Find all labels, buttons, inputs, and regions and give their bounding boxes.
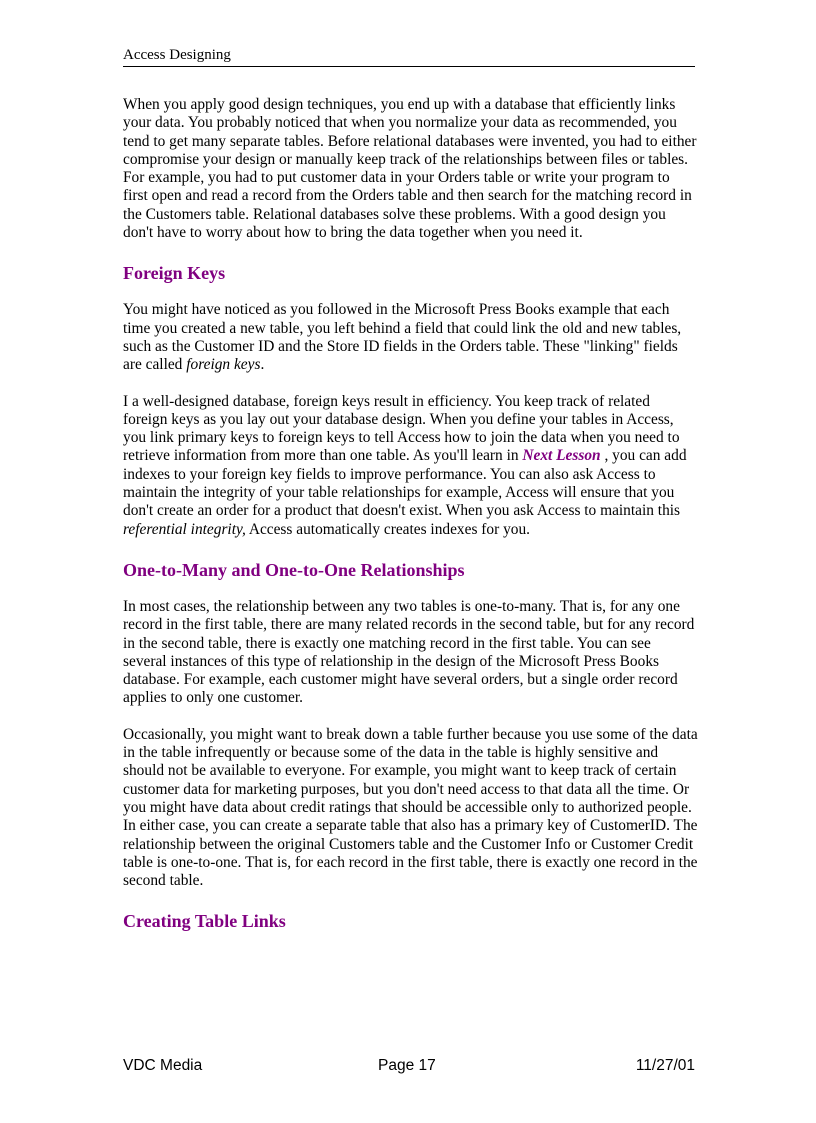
header-title: Access Designing xyxy=(123,47,231,63)
footer-page-number: Page 17 xyxy=(378,1057,436,1074)
relationships-paragraph-1: In most cases, the relationship between any two tables is one-to-many. That is, for any one record in the first table, there are many related records in the second table, but for any record in the second table, there is exactly one matching record in the first table. You can see several instances of this type of relationship in the design of the Microsoft Press Books database. For example, each customer might have several orders, but a single order record applies to only one customer. xyxy=(123,597,695,707)
referential-integrity-term: referential integrity, xyxy=(123,520,246,538)
heading-relationships: One-to-Many and One-to-One Relationships xyxy=(123,559,465,580)
foreign-keys-paragraph-1: You might have noticed as you followed in the Microsoft Press Books example that each time you created a new table, you left behind a field that could link the old and new tables, such as the Customer ID and the Store ID fields in the Orders table. These "linking" fields are called foreign keys. xyxy=(123,301,682,374)
footer-publisher: VDC Media xyxy=(123,1057,203,1074)
footer-date: 11/27/01 xyxy=(635,1057,695,1074)
running-header xyxy=(123,47,695,67)
relationships-paragraph-2: Occasionally, you might want to break down a table further because you use some of the data in the table infrequently or because some of the data in the table is highly sensitive and should not be available to everyone. For example, you might want to keep track of certain customer data for marketing purposes, but you don't need access to that data all the time. Or you might have data about credit ratings that should be accessible only to authorized people. In either case, you can create a separate table that also has a primary key of CustomerID. The relationship between the original Customers table and the Customer Info or Customer Credit table is one-to-one. That is, for each record in the first table, there is exactly one record in the second table. xyxy=(123,725,698,890)
running-footer xyxy=(123,1057,695,1075)
foreign-keys-term: foreign keys xyxy=(186,356,261,374)
foreign-keys-paragraph-2: I a well-designed database, foreign keys result in efficiency. You keep track of related foreign keys as you lay out your database design. When you define your tables in Access, you link primary keys to foreign keys to tell Access how to join the data when you need to retrieve information from more than one table. As you'll learn in Next Lesson , you can add indexes to your foreign key fields to improve performance. You can also ask Access to maintain the integrity of your table relationships for example, Access will ensure that you don't create an order for a product that doesn't exist. When you ask Access to maintain this referential integrity, Access automatically creates indexes for you. xyxy=(123,392,687,538)
intro-paragraph: When you apply good design techniques, you end up with a database that efficiently links your data. You probably noticed that when you normalize your data as recommended, you tend to get many separate tables. Before relational databases were invented, you had to either compromise your design or manually keep track of the relationships between files or tables. For example, you had to put customer data in your Orders table or write your program to first open and read a record from the Orders table and then search for the matching record in the Customers table. Relational databases solve these problems. With a good design you don't have to worry about how to bring the data together when you need it. xyxy=(123,96,697,242)
heading-creating-table-links: Creating Table Links xyxy=(123,911,286,932)
page-body xyxy=(123,96,698,932)
next-lesson-link[interactable]: Next Lesson xyxy=(522,447,601,465)
heading-foreign-keys: Foreign Keys xyxy=(123,263,226,284)
